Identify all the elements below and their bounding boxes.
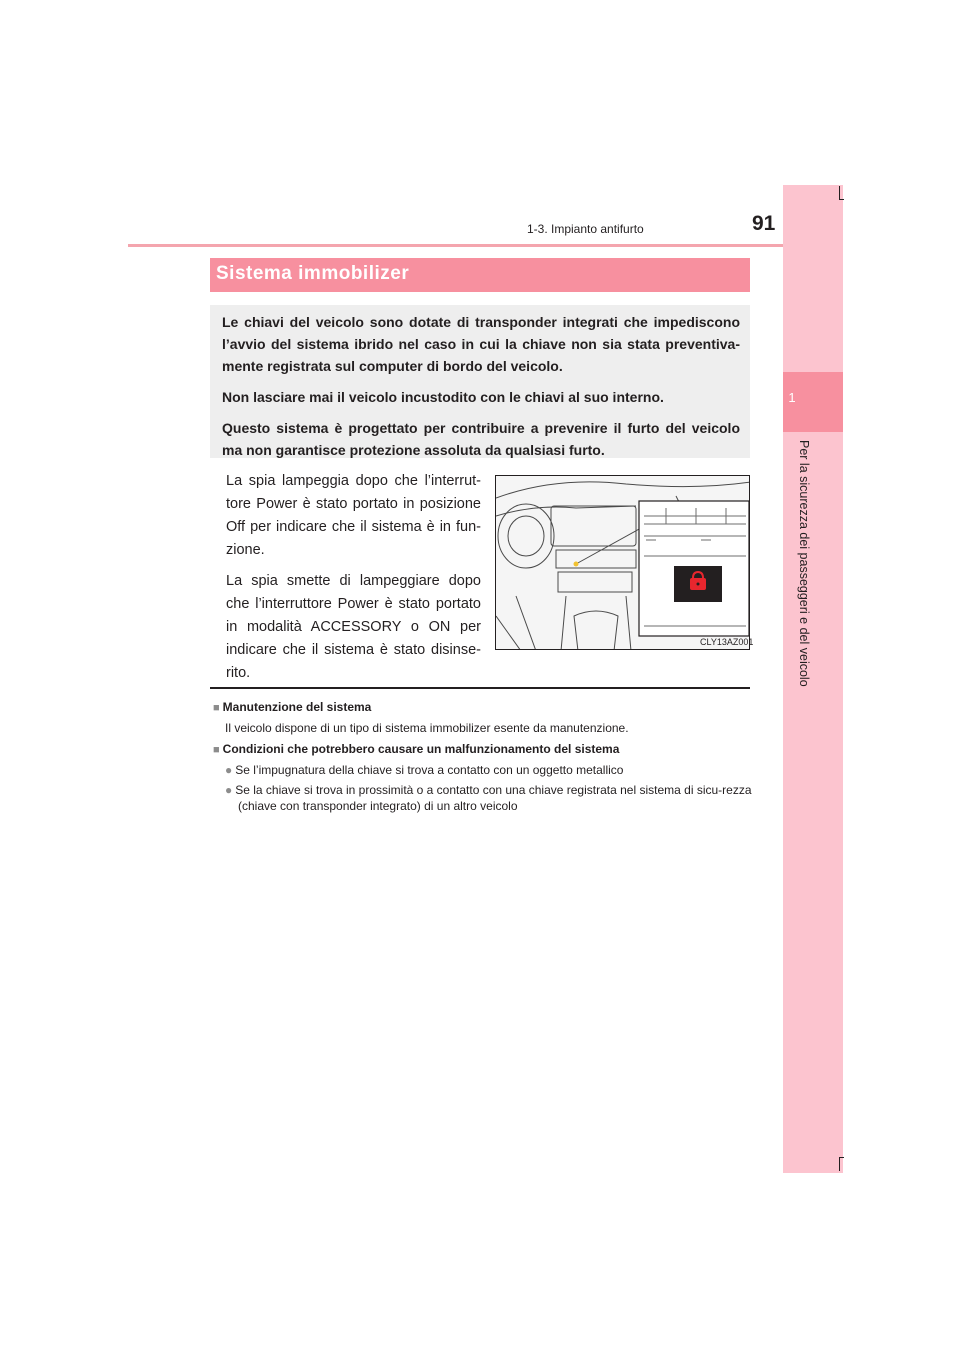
section-divider: [210, 687, 750, 689]
chapter-title: Per la sicurezza dei passeggeri e del veicolo: [797, 440, 811, 687]
crop-mark: [839, 1157, 844, 1158]
section-title: 1-3. Impianto antifurto: [527, 222, 644, 236]
conditions-heading: Condizioni che potrebbero causare un malfunzionamento del sistema: [222, 742, 620, 756]
page-number: 91: [752, 212, 776, 235]
chapter-number: 1: [788, 390, 796, 405]
figure-code: CLY13AZ001: [700, 637, 754, 647]
intro-box: [210, 305, 750, 458]
maintenance-text: Il veicolo dispone di un tipo di sistema immobilizer esente da manutenzione.: [225, 721, 629, 735]
intro-paragraph: Le chiavi del veicolo sono dotate di transponder integrati che impediscono l’avvio del sistema ibrido nel caso in cui la chiave non sia stata preventiva-mente registrata sul computer di bordo del veicolo.: [222, 314, 740, 374]
maintenance-heading: Manutenzione del sistema: [222, 700, 372, 714]
square-bullet-icon: ■: [213, 744, 220, 756]
intro-paragraph: Non lasciare mai il veicolo incustodito con le chiavi al suo interno.: [222, 389, 664, 405]
header-rule: [128, 244, 842, 247]
list-item: ● Se l’impugnatura della chiave si trova a contatto con un oggetto metallico: [225, 763, 624, 777]
list-item: ● Se la chiave si trova in prossimità o a contatto con una chiave registrata nel sistema di sicu-rezza (chiave con transponder integrato) di un altro veicolo: [225, 783, 752, 813]
crop-mark: [839, 1157, 840, 1171]
body-text: [226, 470, 481, 693]
crop-mark: [839, 199, 844, 200]
square-bullet-icon: ■: [213, 702, 220, 714]
indicator-location: [574, 562, 579, 567]
note-heading: [213, 741, 753, 758]
round-bullet-icon: ●: [225, 783, 233, 797]
notes: [213, 699, 753, 818]
crop-mark: [839, 186, 840, 200]
dashboard-drawing: [496, 476, 750, 650]
note-heading: [213, 699, 753, 716]
body-paragraph: La spia smette di lampeggiare dopo che l’interruttore Power è stato portato in modalità ACCESSORY o ON per indicare che il sistema è stato disinse-rito.: [226, 573, 481, 681]
dashboard-illustration: [495, 475, 750, 650]
page-title: Sistema immobilizer: [216, 263, 410, 284]
intro-paragraph: Questo sistema è progettato per contribuire a prevenire il furto del veicolo ma non garantisce protezione assoluta da qualsiasi furto.: [222, 420, 740, 458]
body-paragraph: La spia lampeggia dopo che l’interrut-tore Power è stato portato in posizione Off per indicare che il sistema è in fun-zione.: [226, 473, 481, 558]
round-bullet-icon: ●: [225, 763, 233, 777]
chapter-sidebar: [783, 185, 843, 1173]
